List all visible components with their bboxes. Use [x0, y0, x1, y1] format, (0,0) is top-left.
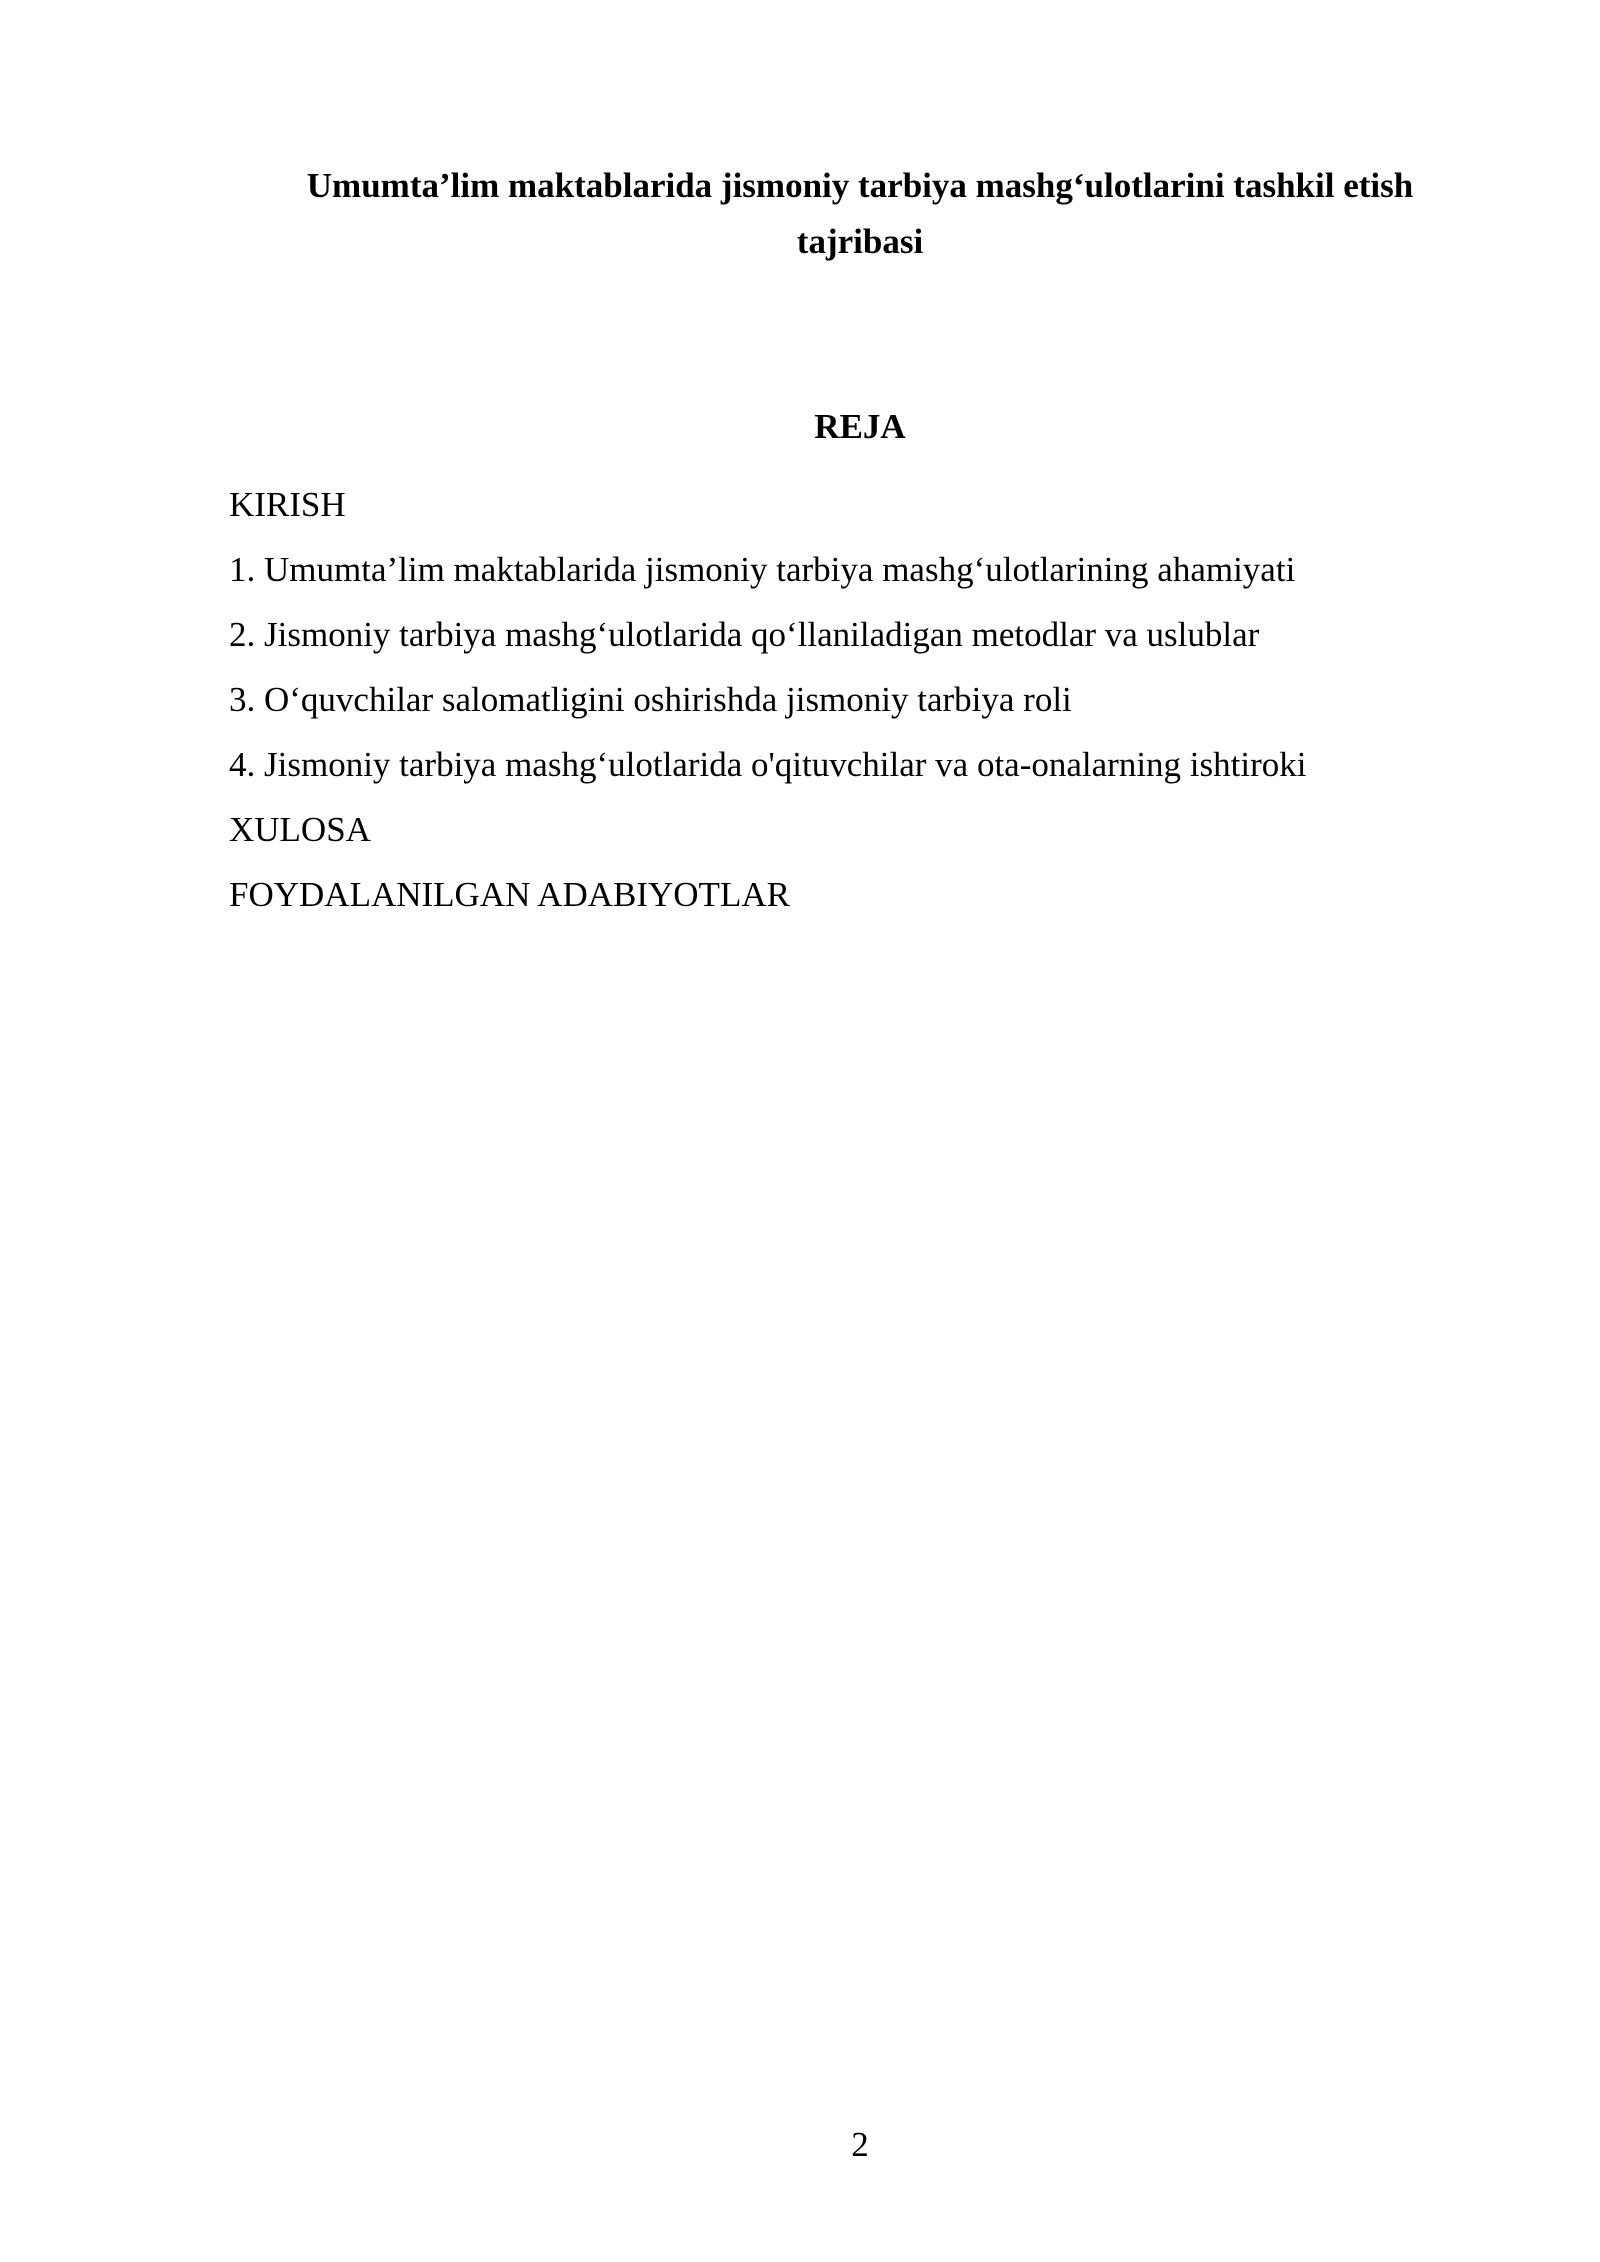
plan-item-references: FOYDALANILGAN ADABIYOTLAR — [229, 875, 790, 914]
page-number: 2 — [851, 2125, 869, 2164]
plan-item-3: 3. O‘quvchilar salomatligini oshirishda jismoniy tarbiya roli — [229, 680, 1072, 719]
document-title-line-2: tajribasi — [796, 222, 924, 261]
plan-item-conclusion: XULOSA — [229, 810, 371, 849]
plan-item-2: 2. Jismoniy tarbiya mashg‘ulotlarida qo‘llaniladigan metodlar va uslublar — [229, 615, 1260, 654]
plan-heading: REJA — [814, 407, 906, 446]
plan-item-1: 1. Umumta’lim maktablarida jismoniy tarbiya mashg‘ulotlarining ahamiyati — [229, 550, 1296, 589]
plan-item-4: 4. Jismoniy tarbiya mashg‘ulotlarida o'qituvchilar va ota-onalarning ishtiroki — [229, 745, 1307, 784]
document-title — [230, 158, 1490, 270]
plan-item-introduction: KIRISH — [229, 485, 346, 524]
document-title-line-1: Umumta’lim maktablarida jismoniy tarbiya mashg‘ulotlarini tashkil etish — [306, 166, 1414, 205]
plan-list — [229, 472, 1479, 927]
